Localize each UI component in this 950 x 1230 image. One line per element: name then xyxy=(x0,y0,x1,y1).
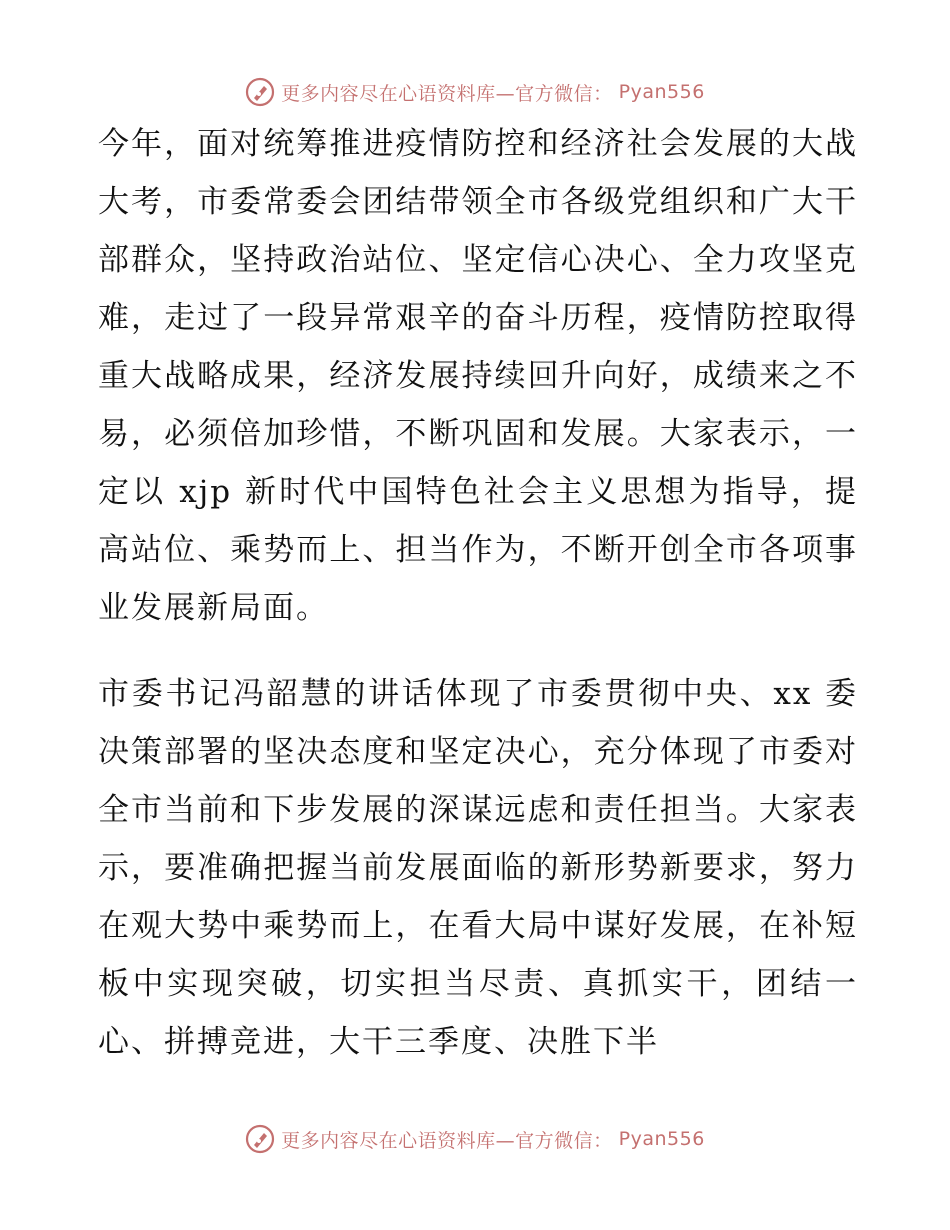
watermark-text: 更多内容尽在心语资料库—官方微信： xyxy=(281,1129,613,1152)
paragraph-1: 今年，面对统筹推进疫情防控和经济社会发展的大战大考，市委常委会团结带领全市各级党组织和广大干部群众，坚持政治站位、坚定信心决心、全力攻坚克难，走过了一段异常艰辛的奋斗历程，疫情防控取得重大战略成果，经济发展持续回升向好，成绩来之不易，必须倍加珍惜，不断巩固和发展。大家表示，一定以 xjp 新时代中国特色社会主义思想为指导，提高站位、乘势而上、担当作为，不断开创全市各项事业发展新局面。 xyxy=(98,126,858,626)
paragraph-2: 市委书记冯韶慧的讲话体现了市委贯彻中央、xx 委决策部署的坚决态度和坚定决心，充分体现了市委对全市当前和下步发展的深谋远虑和责任担当。大家表示，要准确把握当前发展面临的新形势新要求，努力在观大势中乘势而上，在看大局中谋好发展，在补短板中实现突破，切实担当尽责、真抓实干，团结一心、拼搏竞进，大干三季度、决胜下半 xyxy=(98,676,858,1060)
watermark-wechat-id: Pyan556 xyxy=(618,1128,705,1150)
footer-watermark xyxy=(0,1119,950,1159)
document-body xyxy=(98,115,858,1071)
header-watermark xyxy=(0,72,950,112)
watermark-text: 更多内容尽在心语资料库—官方微信： xyxy=(281,82,613,105)
pen-circle-logo-icon xyxy=(245,1124,275,1154)
watermark-wechat-id: Pyan556 xyxy=(618,81,705,103)
pen-circle-logo-icon xyxy=(245,77,275,107)
